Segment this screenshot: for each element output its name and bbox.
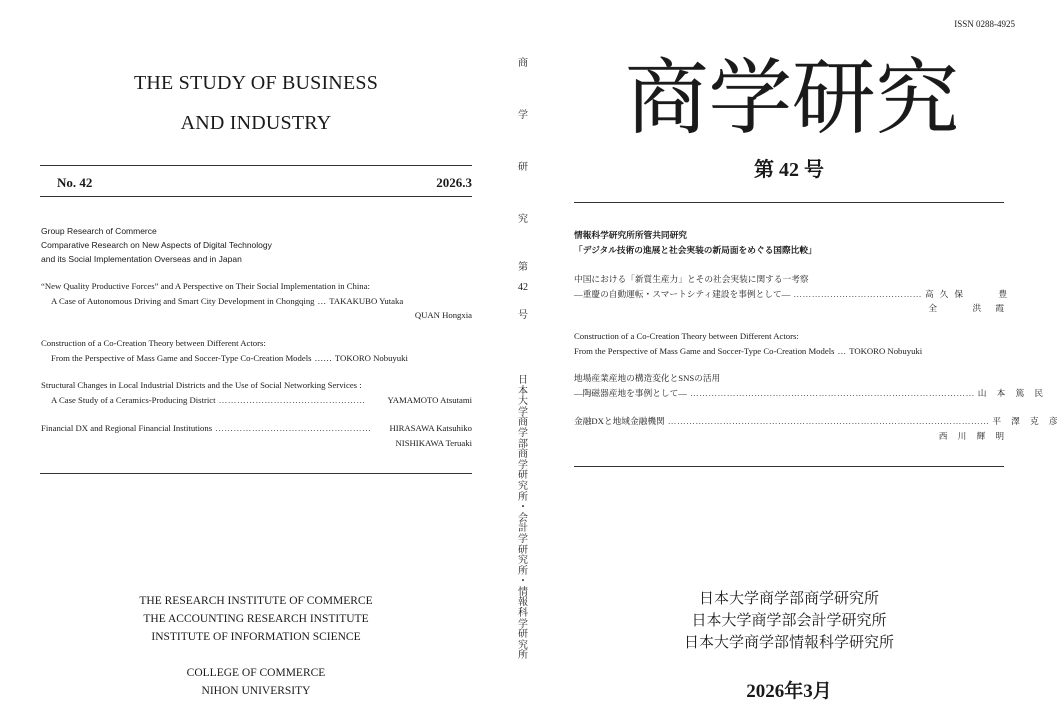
university-name: NIHON UNIVERSITY xyxy=(201,685,311,697)
front-group-research xyxy=(574,229,1004,258)
article-author: TAKAKUBO Yutaka xyxy=(329,295,404,306)
spine-char: ・ xyxy=(518,576,528,588)
back-bottom-rule xyxy=(40,473,472,474)
article-subtitle: From the Perspective of Mass Game and Soccer-Type Co-Creation Models xyxy=(51,352,312,363)
spine-char: 商 xyxy=(518,58,528,69)
front-institutes xyxy=(574,588,1004,654)
article-leader: …………………………………… xyxy=(793,288,922,299)
back-issue-number: No. 42 xyxy=(57,175,93,190)
spine-char: 日 xyxy=(518,375,528,386)
front-article-2 xyxy=(574,329,1004,358)
back-issue-date: 2026.3 xyxy=(436,175,472,190)
article-author: 高久保 豊 xyxy=(924,288,1014,299)
spine-char: 号 xyxy=(518,310,528,321)
english-title-line-1: THE STUDY OF BUSINESS xyxy=(133,72,379,94)
back-group-research xyxy=(41,224,272,266)
back-college xyxy=(40,664,472,700)
spine-char: 究 xyxy=(518,555,528,567)
group-line: Comparative Research on New Aspects of Digital Technology xyxy=(41,240,272,250)
spine-char: 究 xyxy=(518,214,528,225)
article-title: Construction of a Co-Creation Theory between Different Actors: xyxy=(574,331,799,341)
article-subtitle: A Case of Autonomous Driving and Smart City Development in Chongqing xyxy=(51,295,315,306)
institute-name: 日本大学商学部会計学研究所 xyxy=(691,613,887,629)
article-leader: …… xyxy=(314,352,332,363)
spine-char: 研 xyxy=(518,544,528,556)
group-line: 「デジタル技術の進展と社会実装の新局面をめぐる国際比較」 xyxy=(574,245,817,256)
article-author: 全 洪 霞 xyxy=(928,303,1010,313)
spine-char: 情 xyxy=(518,586,528,598)
article-subtitle: A Case Study of a Ceramics-Producing District xyxy=(51,394,216,405)
article-title: Construction of a Co-Creation Theory between Different Actors: xyxy=(41,338,266,348)
spine-char: 本 xyxy=(518,385,528,397)
spine-char: ・ xyxy=(518,502,528,514)
spine-char: 商 xyxy=(518,449,528,461)
spine-char: 学 xyxy=(518,533,528,545)
article-leader: …………………………………………………………………………………………… xyxy=(667,416,990,426)
front-top-rule xyxy=(574,202,1004,203)
article-subtitle: ―重慶の自動運転・スマートシティ建設を事例として― xyxy=(574,288,791,299)
article-author: YAMAMOTO Atsutami xyxy=(387,394,472,405)
spine-char: 学 xyxy=(518,427,528,439)
college-name: COLLEGE OF COMMERCE xyxy=(186,667,326,679)
article-title: 金融DXと地域金融機関 xyxy=(574,416,665,426)
article-leader: …………………………………………… xyxy=(215,423,372,433)
spine-char: 商 xyxy=(518,417,528,429)
back-article-1 xyxy=(41,279,472,323)
institute-name: 日本大学商学部商学研究所 xyxy=(698,591,879,607)
front-article-3 xyxy=(574,371,1048,400)
article-title: Financial DX and Regional Financial Institutions xyxy=(41,423,213,433)
back-article-2 xyxy=(41,336,472,365)
journal-logo xyxy=(622,51,962,146)
article-title: 中国における「新質生産力」とその社会実装に関する一考察 xyxy=(574,274,809,284)
spine-char: 究 xyxy=(518,480,528,492)
group-line: and its Social Implementation Overseas and in Japan xyxy=(41,254,242,264)
front-article-1 xyxy=(574,272,1014,316)
spine-char: 研 xyxy=(518,629,528,641)
spine-char: 大 xyxy=(518,396,528,408)
spine-title xyxy=(510,54,536,330)
article-author: NISHIKAWA Teruaki xyxy=(395,437,472,448)
article-author: 平 澤 克 彦 xyxy=(992,416,1062,426)
institute-name: INSTITUTE OF INFORMATION SCIENCE xyxy=(151,631,361,643)
back-header-rule xyxy=(40,196,472,197)
back-top-rule xyxy=(40,165,472,166)
logo-text: 商学研究 xyxy=(625,51,959,146)
group-line: 情報科学研究所所管共同研究 xyxy=(574,231,687,241)
article-author: 山 本 篤 民 xyxy=(977,387,1048,398)
spine-char: 所 xyxy=(518,650,528,662)
article-leader: … xyxy=(837,345,847,356)
english-title-line-2: AND INDUSTRY xyxy=(180,112,332,134)
spine-char: 学 xyxy=(518,459,528,471)
back-article-3 xyxy=(41,378,472,407)
spine-char: 部 xyxy=(518,438,528,450)
spine-char: 第 xyxy=(518,262,528,273)
article-title: “New Quality Productive Forces” and A Perspective on Their Social Implementation in China: xyxy=(41,281,370,291)
article-author: TOKORO Nobuyuki xyxy=(334,352,408,363)
issn: ISSN 0288-4925 xyxy=(954,19,1015,29)
article-leader: ………………………………………………………………………………… xyxy=(689,387,975,398)
article-title: 地場産業産地の構造変化とSNSの活用 xyxy=(574,373,721,383)
spine-char: 42 xyxy=(518,282,528,293)
spine-char: 計 xyxy=(518,523,528,535)
article-leader: … xyxy=(317,295,327,306)
front-issue-date: 2026年3月 xyxy=(746,681,832,702)
spine-char: 科 xyxy=(518,608,528,620)
article-leader: ………………………………………… xyxy=(218,394,366,405)
back-article-4 xyxy=(41,421,472,450)
front-article-4 xyxy=(574,414,1062,443)
spine-char: 学 xyxy=(518,406,528,418)
back-institutes xyxy=(40,592,472,646)
institute-name: 日本大学商学部情報科学研究所 xyxy=(683,635,894,651)
article-author: 西 川 輝 明 xyxy=(938,430,1008,441)
article-author: TOKORO Nobuyuki xyxy=(849,345,923,356)
article-subtitle: From the Perspective of Mass Game and Soccer-Type Co-Creation Models xyxy=(574,345,835,356)
spine-char: 究 xyxy=(518,639,528,651)
spine-char: 所 xyxy=(518,565,528,577)
institute-name: THE ACCOUNTING RESEARCH INSTITUTE xyxy=(143,613,369,625)
spine-char: 研 xyxy=(518,470,528,482)
spine-char: 報 xyxy=(518,597,528,609)
spine-char: 学 xyxy=(518,110,528,121)
spine-char: 所 xyxy=(518,491,528,503)
front-bottom-rule xyxy=(574,466,1004,467)
group-line: Group Research of Commerce xyxy=(41,226,157,236)
institute-name: THE RESEARCH INSTITUTE OF COMMERCE xyxy=(139,595,373,607)
article-author: HIRASAWA Katsuhiko xyxy=(389,423,472,433)
spine-publisher xyxy=(510,376,536,662)
spine-char: 会 xyxy=(518,512,528,524)
article-title: Structural Changes in Local Industrial Districts and the Use of Social Networking Services : xyxy=(41,380,362,390)
front-issue-number: 第 42 号 xyxy=(754,159,824,181)
article-author: QUAN Hongxia xyxy=(414,310,472,320)
spine-char: 学 xyxy=(518,618,528,630)
spine-char: 研 xyxy=(518,162,528,173)
article-subtitle: ―陶磁器産地を事例として― xyxy=(574,387,687,398)
